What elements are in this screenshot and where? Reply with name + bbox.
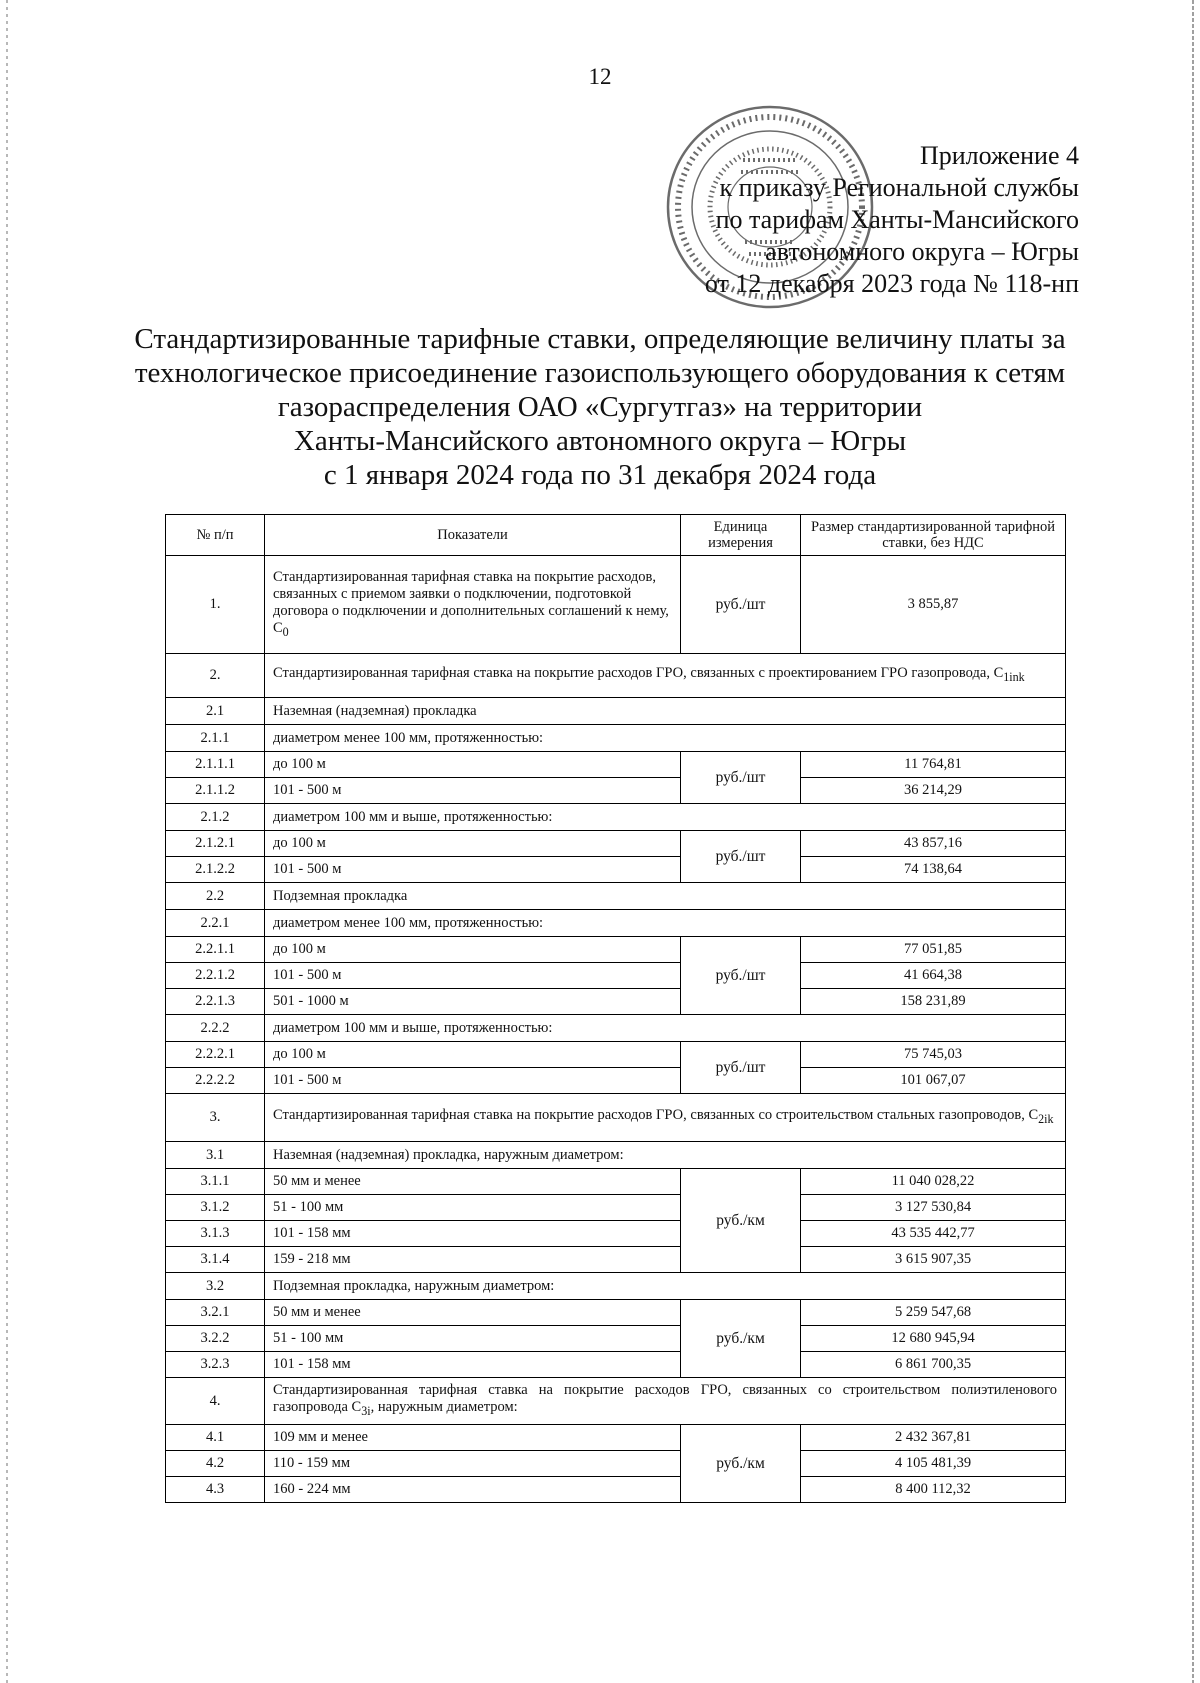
row-value: 74 138,64 bbox=[801, 857, 1066, 883]
row-indicator: 109 мм и менее bbox=[265, 1425, 681, 1451]
row-indicator: диаметром менее 100 мм, протяженностью: bbox=[265, 725, 1066, 752]
row-indicator: 101 - 158 мм bbox=[265, 1352, 681, 1378]
table-row bbox=[166, 1300, 1066, 1326]
row-number: 3. bbox=[166, 1094, 265, 1142]
row-indicator: Стандартизированная тарифная ставка на покрытие расходов ГРО, связанных со строительством полиэтиленового газопровода $C_{3i}$, наружным диаметром: bbox=[265, 1378, 1066, 1425]
row-number: 3.2.1 bbox=[166, 1300, 265, 1326]
row-indicator: 51 - 100 мм bbox=[265, 1195, 681, 1221]
row-indicator: 101 - 500 м bbox=[265, 778, 681, 804]
table-section-row bbox=[166, 883, 1066, 910]
row-number: 2.1.1 bbox=[166, 725, 265, 752]
table-row bbox=[166, 1221, 1066, 1247]
row-number: 2.2.2.1 bbox=[166, 1042, 265, 1068]
title-line: газораспределения ОАО «Сургутгаз» на территории bbox=[277, 391, 923, 423]
table-row bbox=[166, 1326, 1066, 1352]
row-unit: руб./шт bbox=[681, 831, 801, 883]
row-value: 41 664,38 bbox=[801, 963, 1066, 989]
title-line: Стандартизированные тарифные ставки, определяющие величину платы за bbox=[134, 323, 1066, 355]
table-section-row bbox=[166, 725, 1066, 752]
row-unit: руб./шт bbox=[681, 752, 801, 804]
row-unit: руб./шт bbox=[681, 1042, 801, 1094]
tariff-table bbox=[165, 514, 1066, 1503]
row-indicator: 101 - 500 м bbox=[265, 963, 681, 989]
title-line: технологическое присоединение газоиспользующего оборудования к сетям bbox=[134, 357, 1066, 389]
row-number: 2.2 bbox=[166, 883, 265, 910]
row-number: 4.2 bbox=[166, 1451, 265, 1477]
row-value: 43 535 442,77 bbox=[801, 1221, 1066, 1247]
row-indicator: диаметром менее 100 мм, протяженностью: bbox=[265, 910, 1066, 937]
row-number: 3.1.2 bbox=[166, 1195, 265, 1221]
table-row bbox=[166, 1042, 1066, 1068]
row-number: 2.1.2.1 bbox=[166, 831, 265, 857]
appendix-line: автономного округа – Югры bbox=[765, 237, 1079, 266]
appendix-line: Приложение 4 bbox=[919, 141, 1079, 170]
header-num: № п/п bbox=[166, 515, 265, 556]
row-indicator: Наземная (надземная) прокладка, наружным диаметром: bbox=[265, 1142, 1066, 1169]
row-unit: руб./км bbox=[681, 1169, 801, 1273]
scan-edge-right bbox=[1192, 0, 1194, 1683]
row-number: 2.1.1.2 bbox=[166, 778, 265, 804]
row-indicator: 50 мм и менее bbox=[265, 1300, 681, 1326]
row-number: 2.2.1 bbox=[166, 910, 265, 937]
row-value: 5 259 547,68 bbox=[801, 1300, 1066, 1326]
row-number: 2. bbox=[166, 654, 265, 698]
row-number: 3.1.3 bbox=[166, 1221, 265, 1247]
title-line: Ханты-Мансийского автономного округа – Югры bbox=[293, 425, 907, 457]
table-row bbox=[166, 752, 1066, 778]
row-value: 3 855,87 bbox=[801, 556, 1066, 654]
table-row bbox=[166, 778, 1066, 804]
table-section-row bbox=[166, 698, 1066, 725]
row-indicator: 50 мм и менее bbox=[265, 1169, 681, 1195]
scan-edge-left bbox=[6, 0, 8, 1683]
row-number: 2.2.1.1 bbox=[166, 937, 265, 963]
row-value: 36 214,29 bbox=[801, 778, 1066, 804]
row-number: 4.1 bbox=[166, 1425, 265, 1451]
row-value: 3 127 530,84 bbox=[801, 1195, 1066, 1221]
table-row bbox=[166, 1477, 1066, 1503]
row-value: 3 615 907,35 bbox=[801, 1247, 1066, 1273]
table-section-row bbox=[166, 1094, 1066, 1142]
appendix-line: по тарифам Ханты-Мансийского bbox=[715, 205, 1079, 234]
row-value: 8 400 112,32 bbox=[801, 1477, 1066, 1503]
row-number: 2.2.2.2 bbox=[166, 1068, 265, 1094]
row-number: 2.2.2 bbox=[166, 1015, 265, 1042]
header-unit: Единица измерения bbox=[681, 515, 801, 556]
row-indicator: Стандартизированная тарифная ставка на покрытие расходов ГРО, связанных с проектированием ГРО газопровода, $C_{1ink}$ bbox=[265, 654, 1066, 698]
table-row bbox=[166, 1425, 1066, 1451]
row-number: 3.1.1 bbox=[166, 1169, 265, 1195]
row-number: 3.1.4 bbox=[166, 1247, 265, 1273]
row-value: 2 432 367,81 bbox=[801, 1425, 1066, 1451]
row-value: 77 051,85 bbox=[801, 937, 1066, 963]
page-number: 12 bbox=[588, 64, 612, 89]
row-number: 2.1 bbox=[166, 698, 265, 725]
header-size: Размер стандартизированной тарифной ставки, без НДС bbox=[801, 515, 1066, 556]
table-row bbox=[166, 963, 1066, 989]
row-indicator: 159 - 218 мм bbox=[265, 1247, 681, 1273]
row-indicator: 51 - 100 мм bbox=[265, 1326, 681, 1352]
row-number: 2.2.1.3 bbox=[166, 989, 265, 1015]
row-number: 2.1.1.1 bbox=[166, 752, 265, 778]
row-number: 2.2.1.2 bbox=[166, 963, 265, 989]
row-indicator: Подземная прокладка bbox=[265, 883, 1066, 910]
table-row bbox=[166, 1195, 1066, 1221]
row-value: 158 231,89 bbox=[801, 989, 1066, 1015]
row-indicator: Стандартизированная тарифная ставка на покрытие расходов, связанных с приемом заявки о подключении, подготовкой договора о подключении и дополнительных соглашений к нему, $C_0$ bbox=[265, 556, 681, 654]
table-row bbox=[166, 1247, 1066, 1273]
row-number: 4.3 bbox=[166, 1477, 265, 1503]
document-title bbox=[100, 322, 1100, 492]
row-indicator: Наземная (надземная) прокладка bbox=[265, 698, 1066, 725]
row-indicator: 101 - 500 м bbox=[265, 857, 681, 883]
row-indicator: 101 - 500 м bbox=[265, 1068, 681, 1094]
row-number: 3.2.3 bbox=[166, 1352, 265, 1378]
row-number: 1. bbox=[166, 556, 265, 654]
table-section-row bbox=[166, 654, 1066, 698]
row-value: 11 040 028,22 bbox=[801, 1169, 1066, 1195]
row-indicator: 101 - 158 мм bbox=[265, 1221, 681, 1247]
table-row bbox=[166, 1068, 1066, 1094]
table-row bbox=[166, 1169, 1066, 1195]
title-line: с 1 января 2024 года по 31 декабря 2024 года bbox=[323, 459, 877, 491]
row-indicator: до 100 м bbox=[265, 752, 681, 778]
table-row bbox=[166, 831, 1066, 857]
row-number: 4. bbox=[166, 1378, 265, 1425]
table-row bbox=[166, 857, 1066, 883]
row-indicator: Подземная прокладка, наружным диаметром: bbox=[265, 1273, 1066, 1300]
row-indicator: диаметром 100 мм и выше, протяженностью: bbox=[265, 804, 1066, 831]
row-number: 2.1.2.2 bbox=[166, 857, 265, 883]
row-number: 3.1 bbox=[166, 1142, 265, 1169]
table-section-row bbox=[166, 804, 1066, 831]
appendix-block bbox=[705, 140, 1079, 300]
row-indicator: до 100 м bbox=[265, 937, 681, 963]
table-section-row bbox=[166, 1273, 1066, 1300]
table-row bbox=[166, 937, 1066, 963]
row-unit: руб./км bbox=[681, 1300, 801, 1378]
table-row bbox=[166, 1352, 1066, 1378]
row-unit: руб./км bbox=[681, 1425, 801, 1503]
appendix-line: от 12 декабря 2023 года № 118-нп bbox=[704, 269, 1079, 298]
row-value: 101 067,07 bbox=[801, 1068, 1066, 1094]
header-indicator: Показатели bbox=[265, 515, 681, 556]
row-number: 3.2.2 bbox=[166, 1326, 265, 1352]
row-indicator: Стандартизированная тарифная ставка на покрытие расходов ГРО, связанных со строительством стальных газопроводов, $C_{2ik}$ bbox=[265, 1094, 1066, 1142]
table-section-row bbox=[166, 910, 1066, 937]
row-value: 75 745,03 bbox=[801, 1042, 1066, 1068]
row-value: 43 857,16 bbox=[801, 831, 1066, 857]
appendix-line: к приказу Региональной службы bbox=[719, 173, 1079, 202]
table-row bbox=[166, 1451, 1066, 1477]
row-unit: руб./шт bbox=[681, 556, 801, 654]
row-indicator: 501 - 1000 м bbox=[265, 989, 681, 1015]
row-number: 2.1.2 bbox=[166, 804, 265, 831]
row-value: 11 764,81 bbox=[801, 752, 1066, 778]
row-value: 12 680 945,94 bbox=[801, 1326, 1066, 1352]
row-number: 3.2 bbox=[166, 1273, 265, 1300]
row-indicator: до 100 м bbox=[265, 1042, 681, 1068]
row-indicator: 110 - 159 мм bbox=[265, 1451, 681, 1477]
table-section-row bbox=[166, 1378, 1066, 1425]
row-indicator: 160 - 224 мм bbox=[265, 1477, 681, 1503]
row-value: 4 105 481,39 bbox=[801, 1451, 1066, 1477]
table-header-row bbox=[166, 515, 1066, 556]
table-row bbox=[166, 989, 1066, 1015]
row-value: 6 861 700,35 bbox=[801, 1352, 1066, 1378]
row-indicator: до 100 м bbox=[265, 831, 681, 857]
table-section-row bbox=[166, 1142, 1066, 1169]
row-unit: руб./шт bbox=[681, 937, 801, 1015]
table-section-row bbox=[166, 1015, 1066, 1042]
table-row bbox=[166, 556, 1066, 654]
row-indicator: диаметром 100 мм и выше, протяженностью: bbox=[265, 1015, 1066, 1042]
